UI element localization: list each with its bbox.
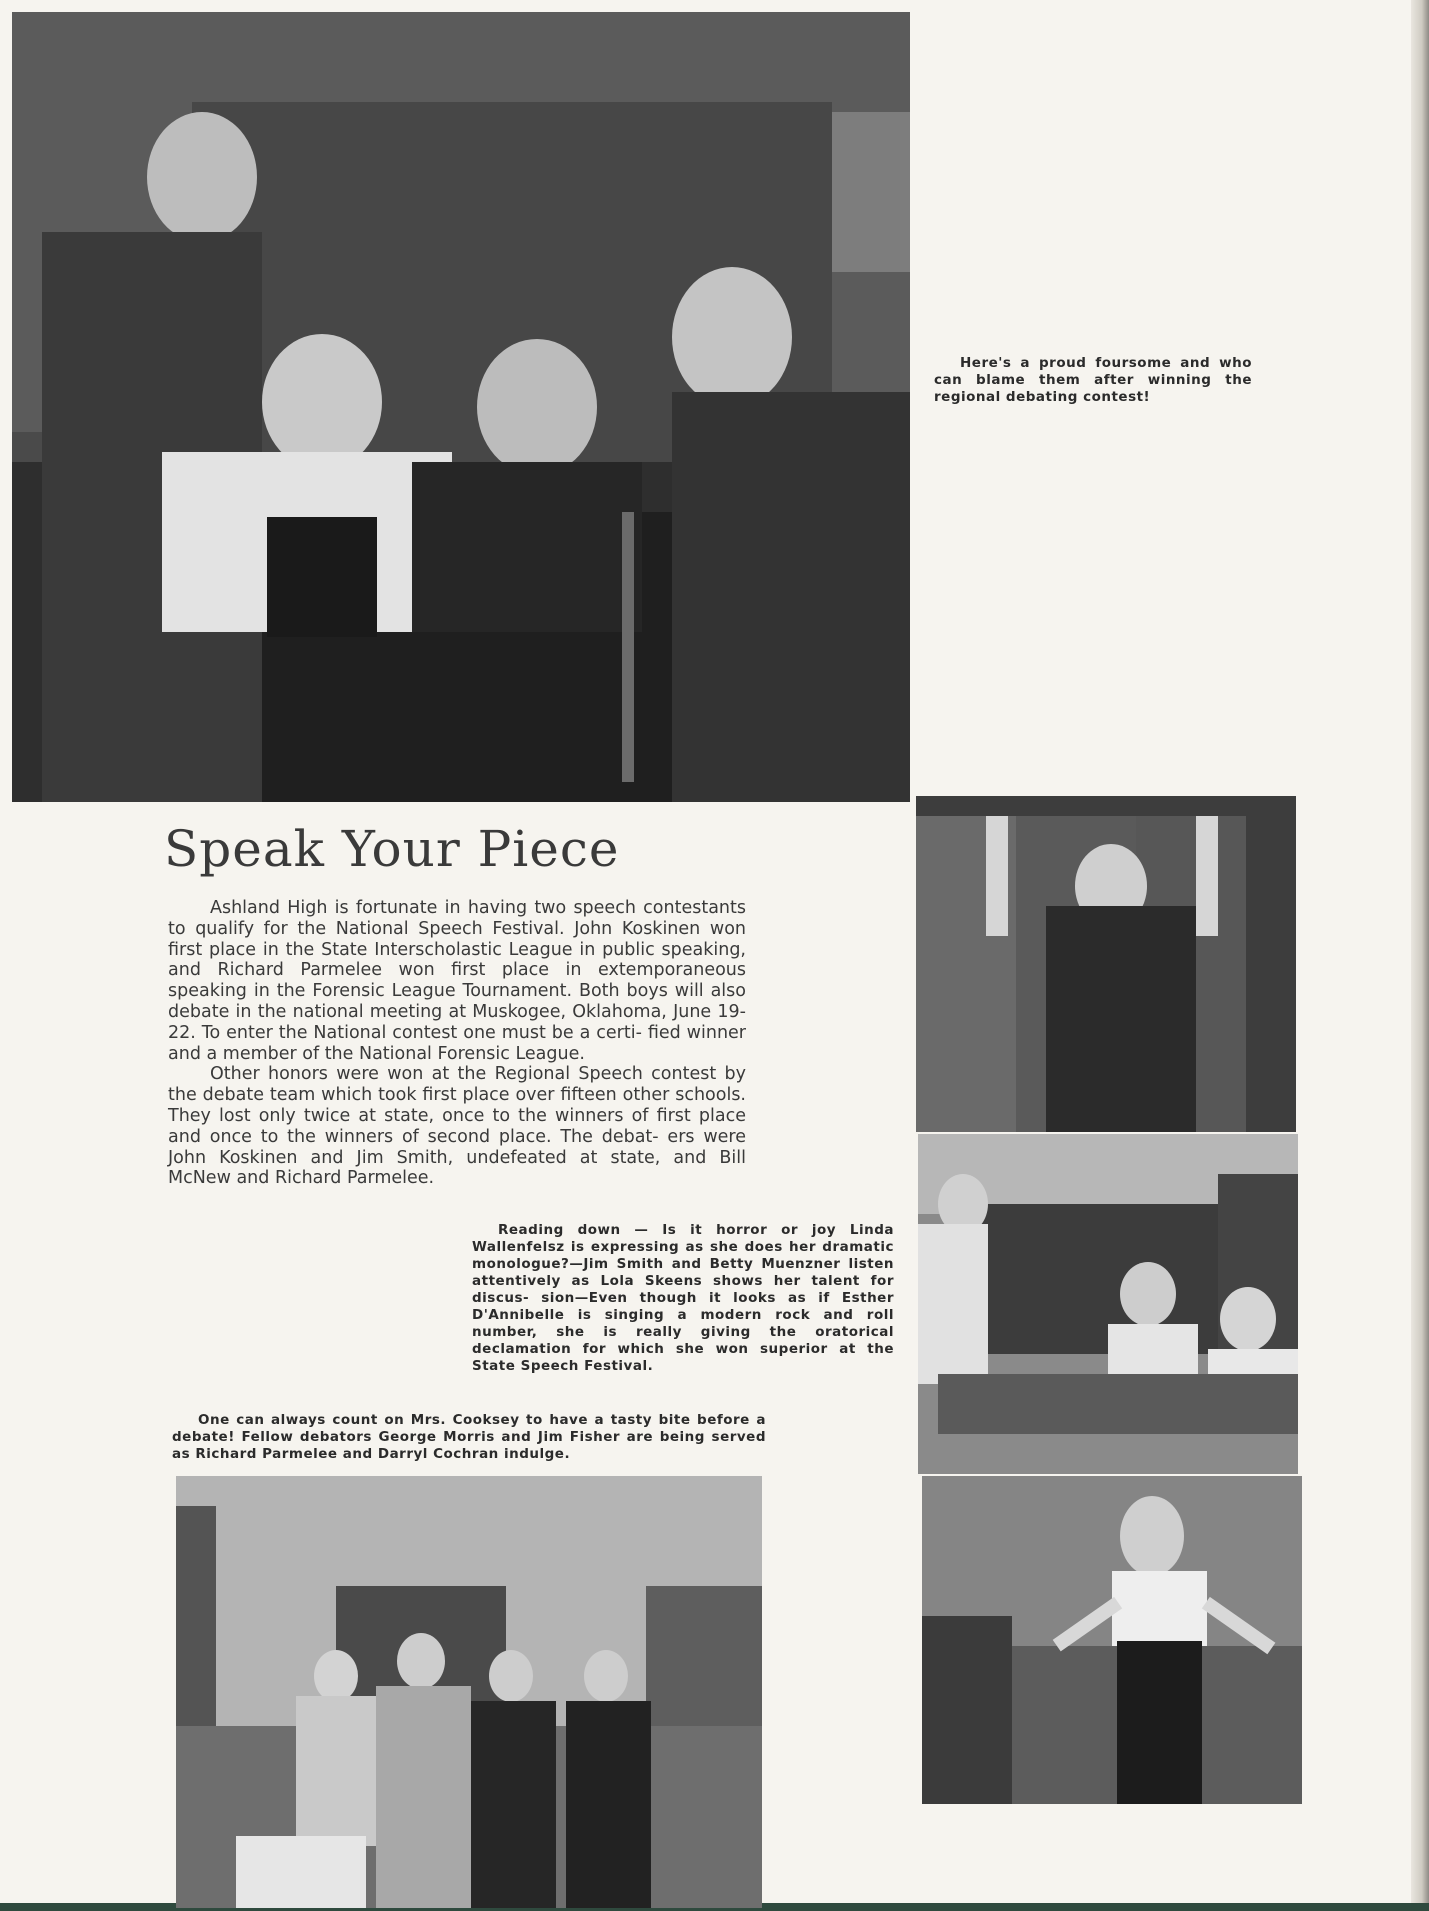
page-edge-shadow (1411, 0, 1429, 1911)
photo-debate-team (12, 12, 910, 802)
photo-debate-team-image (12, 12, 910, 802)
photo-refreshments-image (176, 1476, 762, 1908)
article-paragraph: Other honors were won at the Regional Speech contest by the debate team which took first place over fifteen other schools. They lost only twice at state, once to the winners of first place and once to the winners of second place. The debat- ers were John Koskinen and Jim Smith, undefeated at state, and Bill McNew and Richard Parmelee. (168, 1064, 746, 1189)
caption-foursome-text: Here's a proud foursome and who can blame them after winning the regional debating contest! (934, 355, 1252, 405)
caption-cooksey-text: One can always count on Mrs. Cooksey to have a tasty bite before a debate! Fellow debators George Morris and Jim Fisher are being served as Richard Parmelee and Darryl Cochran indulge. (172, 1412, 766, 1462)
article-paragraph: Ashland High is fortunate in having two speech contestants to qualify for the National Speech Festival. John Koskinen won first place in the State Interscholastic League in public speaking, and Richard Parmelee won first place in extemporaneous speaking in the Forensic League Tournament. Both boys will also debate in the national meeting at Muskogee, Oklahoma, June 19-22. To enter the National contest one must be a certi- fied winner and a member of the National Forensic League. (168, 898, 746, 1064)
photo-refreshments (176, 1476, 762, 1908)
photo-declamation (922, 1476, 1302, 1804)
caption-reading-down-text: Reading down — Is it horror or joy Linda Wallenfelsz is expressing as she does her dramatic monologue?—Jim Smith and Betty Muenzner listen attentively as Lola Skeens shows her talent for discus- sion—Even though it looks as if Esther D'Annibelle is singing a modern rock and roll number, she is really giving the oratorical declamation for which she won superior at the State Speech Festival. (472, 1222, 894, 1374)
caption-foursome (934, 355, 1252, 406)
photo-dramatic-monologue-image (916, 796, 1296, 1132)
photo-discussion-image (918, 1134, 1298, 1474)
photo-dramatic-monologue (916, 796, 1296, 1132)
article-body (168, 898, 746, 1189)
caption-reading-down (472, 1222, 894, 1375)
photo-discussion (918, 1134, 1298, 1474)
page-title: Speak Your Piece (164, 820, 620, 878)
photo-declamation-image (922, 1476, 1302, 1804)
caption-cooksey (172, 1412, 766, 1463)
